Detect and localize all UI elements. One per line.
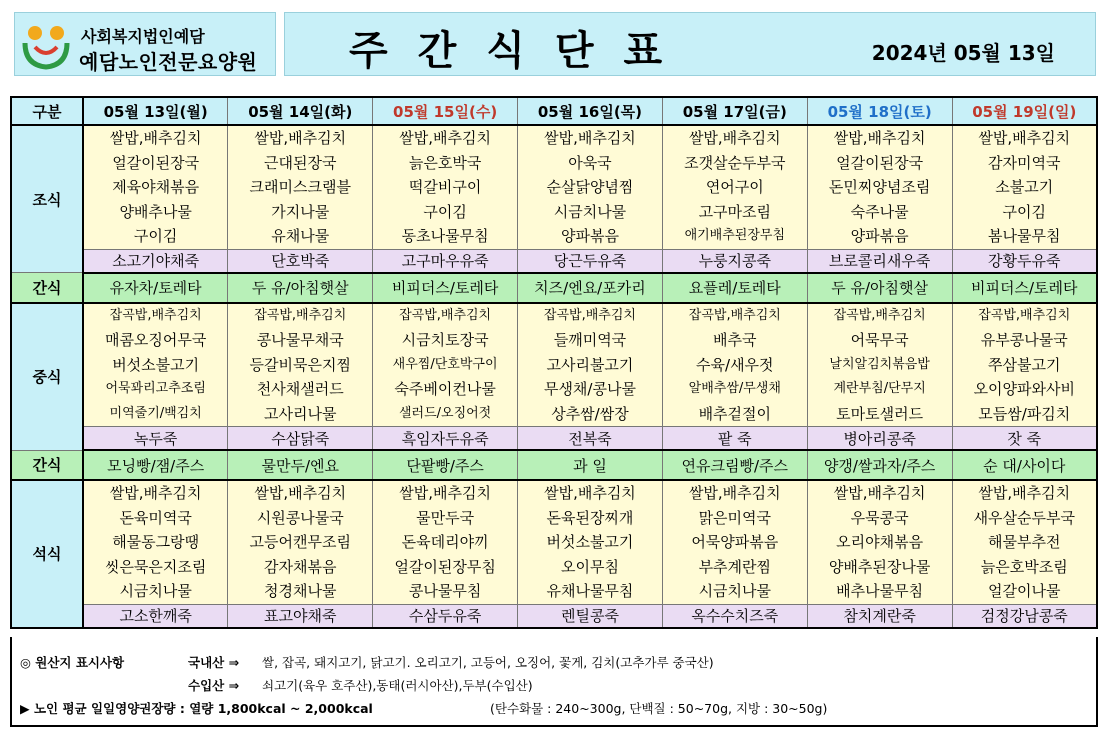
menu-item: 잡곡밥,배추김치 bbox=[109, 307, 202, 323]
day-menu-cell bbox=[662, 480, 807, 604]
snack-item: 모닝빵/잼/주스 bbox=[83, 450, 228, 480]
day-menu-cell bbox=[807, 303, 952, 427]
menu-item: 돈육데리야끼 bbox=[401, 533, 489, 551]
menu-item: 쌀밥,배추김치 bbox=[688, 484, 781, 502]
snack-item: 물만두/엔요 bbox=[228, 450, 373, 480]
day-menu-cell bbox=[373, 303, 518, 427]
menu-item: 고구마조림 bbox=[698, 202, 772, 221]
menu-item: 오이양파와사비 bbox=[973, 380, 1075, 398]
organization-logo-icon bbox=[21, 19, 73, 71]
menu-item: 어묵양파볶음 bbox=[691, 533, 779, 551]
menu-item: 잡곡밥,배추김치 bbox=[833, 307, 926, 323]
lunch-porridge-row bbox=[11, 427, 1097, 451]
day-header: 05월 13일(월) bbox=[83, 97, 228, 125]
menu-item: 유채나물 bbox=[271, 227, 330, 245]
menu-item: 순살닭양념찜 bbox=[546, 178, 634, 196]
menu-item: 부추계란찜 bbox=[698, 557, 772, 576]
menu-item: 양파볶음 bbox=[850, 227, 909, 245]
table-header-row bbox=[11, 97, 1097, 125]
nutrition-guideline: ▶ 노인 평균 일일영양권장량 : 열량 1,800kcal ~ 2,000kcal bbox=[20, 701, 373, 716]
domestic-origin-text: 쌀, 잡곡, 돼지고기, 닭고기. 오리고기, 고등어, 오징어, 꽃게, 김치(고추가루 중국산) bbox=[262, 655, 714, 670]
menu-item: 고사리나물 bbox=[264, 404, 337, 423]
menu-item: 고사리불고기 bbox=[546, 355, 634, 374]
menu-item: 계란부침/단무지 bbox=[833, 381, 926, 396]
menu-item: 알배추쌈/무생채 bbox=[688, 381, 781, 396]
day-menu-cell bbox=[807, 480, 952, 604]
day-menu-cell bbox=[807, 125, 952, 249]
menu-item: 시금치나물 bbox=[553, 202, 627, 221]
menu-item: 배추나물무침 bbox=[836, 582, 924, 600]
porridge-item: 표고야채죽 bbox=[228, 604, 373, 628]
menu-item: 잡곡밥,배추김치 bbox=[399, 307, 492, 323]
menu-item: 시금치나물 bbox=[698, 582, 772, 600]
menu-item: 쌀밥,배추김치 bbox=[688, 129, 781, 147]
menu-item: 버섯소불고기 bbox=[112, 355, 200, 374]
menu-item: 양배추나물 bbox=[119, 202, 192, 221]
porridge-item: 단호박죽 bbox=[228, 249, 373, 273]
day-menu-cell bbox=[83, 480, 228, 604]
day-menu-cell bbox=[373, 480, 518, 604]
porridge-item: 강황두유죽 bbox=[952, 249, 1097, 273]
menu-item: 미역줄기/백김치 bbox=[109, 405, 202, 421]
menu-item: 얼갈이된장무침 bbox=[394, 557, 496, 576]
menu-item: 맑은미역국 bbox=[698, 508, 772, 527]
morning-snack-row bbox=[11, 273, 1097, 303]
menu-item: 아욱국 bbox=[568, 153, 612, 172]
menu-item: 잡곡밥,배추김치 bbox=[543, 307, 636, 323]
menu-item: 유채나물무침 bbox=[546, 582, 634, 600]
menu-item: 돈육미역국 bbox=[119, 508, 192, 527]
day-header: 05월 17일(금) bbox=[662, 97, 807, 125]
menu-item: 얼갈이된장국 bbox=[836, 153, 924, 172]
porridge-item: 수삼두유죽 bbox=[373, 604, 518, 628]
menu-item: 쌀밥,배추김치 bbox=[544, 484, 636, 502]
menu-item: 구이김 bbox=[1002, 202, 1047, 221]
menu-item: 시원콩나물국 bbox=[256, 508, 344, 527]
breakfast-label: 조식 bbox=[11, 125, 83, 273]
breakfast-row bbox=[11, 125, 1097, 249]
day-header: 05월 16일(목) bbox=[518, 97, 663, 125]
menu-item: 쌀밥,배추김치 bbox=[978, 484, 1071, 502]
snack-item: 비피더스/토레타 bbox=[952, 273, 1097, 303]
day-menu-cell bbox=[952, 125, 1097, 249]
menu-item: 수육/새우젓 bbox=[696, 355, 774, 374]
menu-item: 양배추된장나물 bbox=[828, 557, 931, 576]
nutrition-detail: (탄수화물 : 240~300g, 단백질 : 50~70g, 지방 : 30~50g) bbox=[490, 701, 828, 716]
lunch-label: 중식 bbox=[11, 303, 83, 451]
menu-item: 물만두국 bbox=[416, 508, 475, 527]
snack-item: 치즈/엔요/포카리 bbox=[518, 273, 663, 303]
dinner-row bbox=[11, 480, 1097, 604]
afternoon-snack-row bbox=[11, 450, 1097, 480]
menu-item: 잡곡밥,배추김치 bbox=[688, 307, 781, 323]
snack-item: 두 유/아침햇살 bbox=[228, 273, 373, 303]
menu-item: 구이김 bbox=[133, 227, 178, 245]
porridge-item: 수삼닭죽 bbox=[228, 427, 373, 451]
snack-item: 연유크림빵/주스 bbox=[662, 450, 807, 480]
menu-item: 샐러드/오징어젓 bbox=[398, 405, 492, 421]
snack-item: 단팥빵/주스 bbox=[373, 450, 518, 480]
menu-item: 씻은묵은지조림 bbox=[104, 557, 207, 576]
menu-item: 쌀밥,배추김치 bbox=[254, 129, 347, 147]
origin-title: ◎ 원산지 표시사항 bbox=[20, 655, 125, 670]
menu-item: 동초나물무침 bbox=[401, 227, 489, 245]
menu-item: 연어구이 bbox=[705, 178, 764, 196]
breakfast-porridge-row bbox=[11, 249, 1097, 273]
menu-item: 얼갈이나물 bbox=[988, 582, 1061, 600]
menu-item: 새우살순두부국 bbox=[973, 508, 1075, 527]
page-header bbox=[0, 0, 1109, 88]
porridge-item: 브로콜리새우죽 bbox=[807, 249, 952, 273]
organization-name: 예담노인전문요양원 bbox=[79, 50, 258, 74]
afternoon-snack-label: 간식 bbox=[11, 450, 83, 480]
porridge-item: 녹두죽 bbox=[83, 427, 228, 451]
menu-item: 천사채샐러드 bbox=[256, 380, 344, 398]
menu-item: 잡곡밥,배추김치 bbox=[978, 307, 1071, 323]
menu-item: 새우찜/단호박구이 bbox=[392, 356, 498, 372]
menu-item: 버섯소불고기 bbox=[546, 533, 634, 551]
day-menu-cell bbox=[952, 303, 1097, 427]
menu-item: 조갯살순두부국 bbox=[684, 153, 786, 172]
menu-item: 시금치토장국 bbox=[401, 331, 489, 349]
menu-item: 떡갈비구이 bbox=[408, 178, 482, 196]
menu-item: 우묵콩국 bbox=[850, 508, 909, 527]
issue-date: 2024년 05월 13일 bbox=[871, 41, 1055, 65]
snack-item: 유자차/토레타 bbox=[83, 273, 228, 303]
menu-item: 해물부추전 bbox=[988, 533, 1061, 551]
menu-item: 얼갈이된장국 bbox=[112, 153, 200, 172]
menu-item: 매콤오징어무국 bbox=[104, 331, 207, 349]
day-header: 05월 18일(토) bbox=[807, 97, 952, 125]
porridge-item: 전복죽 bbox=[518, 427, 663, 451]
menu-item: 감자미역국 bbox=[988, 153, 1061, 172]
menu-item: 봄나물무침 bbox=[988, 227, 1061, 245]
day-menu-cell bbox=[83, 125, 228, 249]
menu-item: 애기배추된장무침 bbox=[684, 228, 786, 243]
menu-item: 늙은호박조림 bbox=[980, 557, 1068, 576]
porridge-item: 렌틸콩죽 bbox=[518, 604, 663, 628]
menu-item: 잡곡밥,배추김치 bbox=[254, 307, 347, 323]
day-menu-cell bbox=[662, 303, 807, 427]
day-menu-cell bbox=[662, 125, 807, 249]
snack-item: 양갱/쌀과자/주스 bbox=[807, 450, 952, 480]
day-menu-cell bbox=[83, 303, 228, 427]
morning-snack-label: 간식 bbox=[11, 273, 83, 303]
snack-item: 과 일 bbox=[518, 450, 663, 480]
menu-item: 해물동그랑땡 bbox=[112, 533, 200, 551]
menu-item: 돈육된장찌개 bbox=[546, 508, 634, 527]
title-box bbox=[284, 12, 1096, 76]
menu-item: 쌀밥,배추김치 bbox=[833, 129, 926, 147]
day-header: 05월 19일(일) bbox=[952, 97, 1097, 125]
snack-item: 순 대/사이다 bbox=[952, 450, 1097, 480]
menu-item: 콩나물무채국 bbox=[256, 331, 344, 349]
day-menu-cell bbox=[373, 125, 518, 249]
porridge-item: 옥수수치즈죽 bbox=[662, 604, 807, 628]
day-menu-cell bbox=[228, 303, 373, 427]
menu-item: 쌀밥,배추김치 bbox=[399, 129, 491, 147]
menu-item: 배추겉절이 bbox=[698, 404, 772, 423]
menu-item: 숙주나물 bbox=[850, 202, 909, 221]
day-menu-cell bbox=[952, 480, 1097, 604]
day-menu-cell bbox=[518, 303, 663, 427]
menu-item: 늙은호박국 bbox=[408, 153, 482, 172]
import-origin-text: 쇠고기(육우 호주산),동태(러시아산),두부(수입산) bbox=[262, 678, 533, 693]
weekly-menu-table bbox=[10, 96, 1098, 629]
snack-item: 비피더스/토레타 bbox=[373, 273, 518, 303]
menu-item: 상추쌈/쌈장 bbox=[551, 404, 629, 423]
menu-item: 쌀밥,배추김치 bbox=[833, 484, 926, 502]
menu-item: 모듬쌈/파김치 bbox=[978, 404, 1071, 423]
menu-item: 돈민찌양념조림 bbox=[828, 178, 931, 196]
corner-label: 구분 bbox=[11, 97, 83, 125]
dinner-porridge-row bbox=[11, 604, 1097, 628]
menu-item: 유부콩나물국 bbox=[980, 331, 1068, 349]
porridge-item: 당근두유죽 bbox=[518, 249, 663, 273]
menu-item: 등갈비묵은지찜 bbox=[249, 355, 351, 374]
snack-item: 두 유/아침햇살 bbox=[807, 273, 952, 303]
menu-item: 숙주베이컨나물 bbox=[394, 380, 496, 398]
menu-item: 쌀밥,배추김치 bbox=[978, 129, 1071, 147]
day-menu-cell bbox=[518, 480, 663, 604]
menu-item: 오이무침 bbox=[560, 557, 619, 576]
menu-item: 배추국 bbox=[713, 331, 757, 349]
porridge-item: 팥 죽 bbox=[662, 427, 807, 451]
menu-item: 무생채/콩나물 bbox=[543, 380, 636, 398]
organization-subtitle: 사회복지법인예담 bbox=[81, 27, 205, 46]
menu-item: 쌀밥,배추김치 bbox=[254, 484, 347, 502]
day-menu-cell bbox=[518, 125, 663, 249]
porridge-item: 소고기야채죽 bbox=[83, 249, 228, 273]
menu-item: 가지나물 bbox=[271, 202, 330, 221]
day-menu-cell bbox=[228, 125, 373, 249]
menu-item: 쌀밥,배추김치 bbox=[109, 484, 202, 502]
menu-item: 쌀밥,배추김치 bbox=[109, 129, 202, 147]
domestic-label: 국내산 ⇒ bbox=[188, 655, 240, 670]
menu-item: 쌀밥,배추김치 bbox=[544, 129, 636, 147]
menu-item: 크래미스크램블 bbox=[249, 178, 351, 196]
menu-item: 쌀밥,배추김치 bbox=[399, 484, 491, 502]
porridge-item: 누룽지콩죽 bbox=[662, 249, 807, 273]
menu-item: 청경채나물 bbox=[264, 582, 337, 600]
menu-item: 토마토샐러드 bbox=[836, 404, 924, 423]
page-title: 주간식단표 bbox=[349, 28, 693, 74]
menu-item: 어묵무국 bbox=[850, 331, 909, 349]
porridge-item: 검정강남콩죽 bbox=[952, 604, 1097, 628]
import-label: 수입산 ⇒ bbox=[188, 678, 240, 693]
menu-item: 들깨미역국 bbox=[553, 331, 627, 349]
porridge-item: 흑임자두유죽 bbox=[373, 427, 518, 451]
day-header: 05월 14일(화) bbox=[228, 97, 373, 125]
lunch-row bbox=[11, 303, 1097, 427]
snack-item: 요플레/토레타 bbox=[662, 273, 807, 303]
porridge-item: 고구마우유죽 bbox=[373, 249, 518, 273]
menu-item: 제육야채볶음 bbox=[112, 178, 200, 196]
menu-item: 오리야채볶음 bbox=[836, 533, 924, 551]
footer-notes bbox=[10, 637, 1098, 727]
organization-logo-box bbox=[14, 12, 276, 76]
menu-item: 날치알김치볶음밥 bbox=[829, 356, 930, 372]
menu-item: 어묵꽈리고추조림 bbox=[105, 381, 206, 396]
day-menu-cell bbox=[228, 480, 373, 604]
menu-item: 구이김 bbox=[423, 202, 467, 221]
menu-item: 양파볶음 bbox=[560, 227, 619, 245]
menu-item: 쭈삼불고기 bbox=[988, 355, 1061, 374]
menu-item: 시금치나물 bbox=[119, 582, 192, 600]
day-header: 05월 15일(수) bbox=[373, 97, 518, 125]
porridge-item: 잣 죽 bbox=[952, 427, 1097, 451]
dinner-label: 석식 bbox=[11, 480, 83, 628]
menu-item: 콩나물무침 bbox=[408, 582, 482, 600]
menu-item: 고등어캔무조림 bbox=[249, 533, 351, 551]
menu-item: 소불고기 bbox=[995, 178, 1054, 196]
porridge-item: 고소한깨죽 bbox=[83, 604, 228, 628]
porridge-item: 참치계란죽 bbox=[807, 604, 952, 628]
menu-item: 감자채볶음 bbox=[264, 557, 337, 576]
menu-item: 근대된장국 bbox=[264, 153, 337, 172]
porridge-item: 병아리콩죽 bbox=[807, 427, 952, 451]
